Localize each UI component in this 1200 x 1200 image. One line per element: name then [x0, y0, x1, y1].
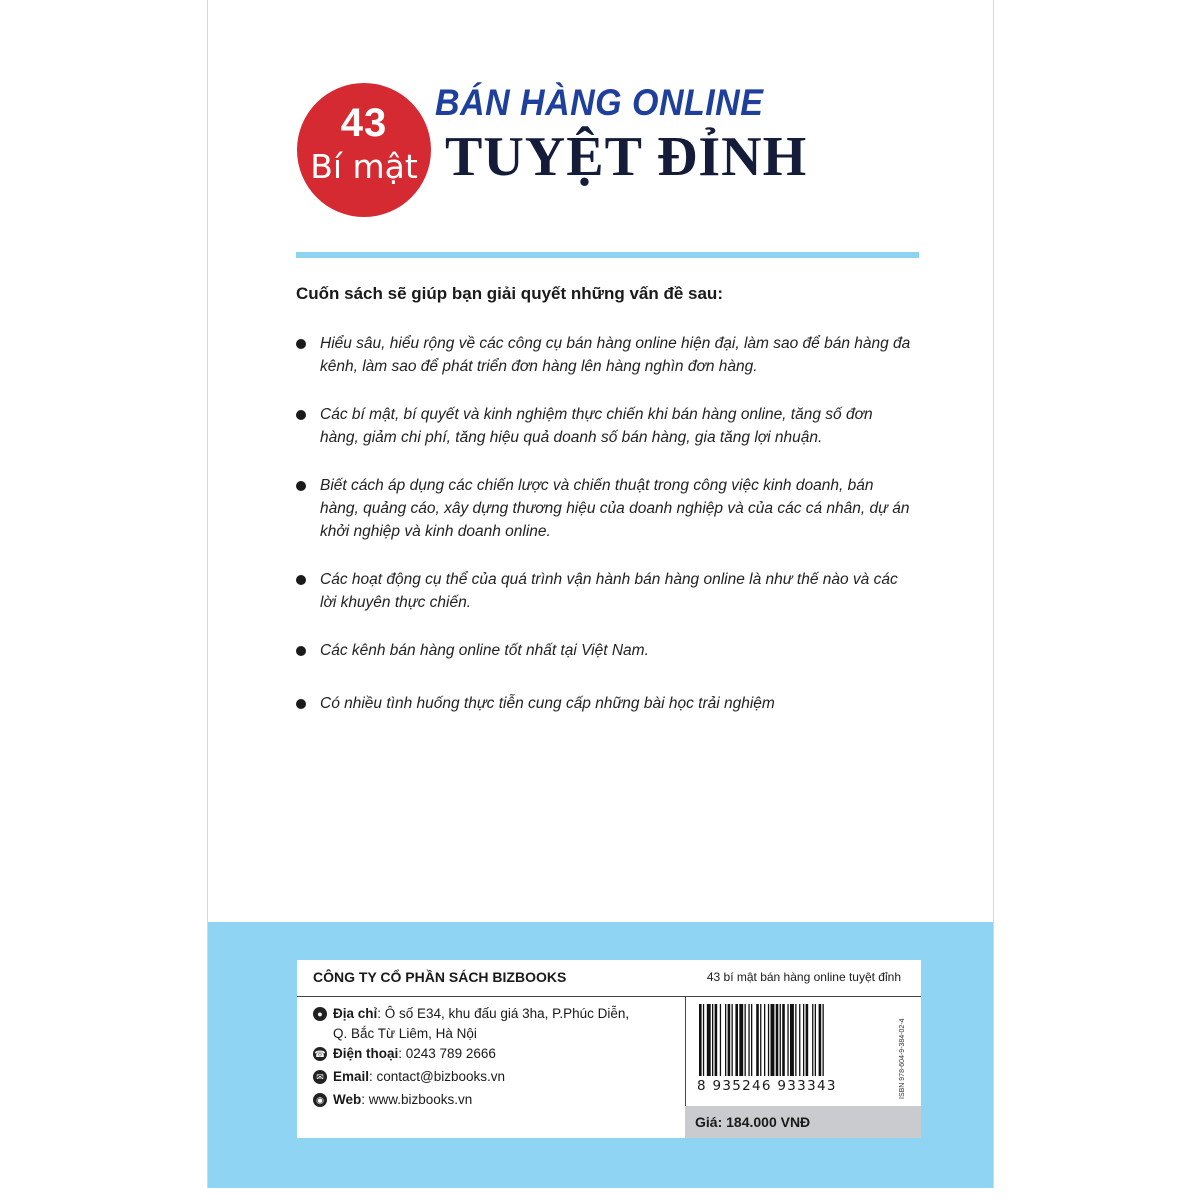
bullet-line: hàng, quảng cáo, xây dựng thương hiệu của doanh nghiệp và của các cá nhân, dự án: [320, 500, 910, 517]
address-line-1: : Ô số E34, khu đấu giá 3ha, P.Phúc Diễn,: [377, 1006, 630, 1021]
badge-number: 43: [340, 101, 388, 145]
bullet-line: Có nhiều tình huống thực tiễn cung cấp những bài học trải nghiệm: [320, 695, 775, 712]
bullet-line: Các bí mật, bí quyết và kinh nghiệm thực chiến khi bán hàng online, tăng số đơn: [320, 406, 873, 423]
bullet-line: khởi nghiệp và kinh doanh online.: [320, 523, 551, 540]
bullet-line: hàng, giảm chi phí, tăng hiệu quả doanh số bán hàng, gia tăng lợi nhuận.: [320, 429, 823, 446]
divider-rule: [296, 252, 919, 258]
red-badge: [297, 83, 431, 217]
bullet-line: Các hoạt động cụ thể của quá trình vận hành bán hàng online là như thế nào và các: [320, 571, 898, 588]
phone-label: Điện thoại: [333, 1046, 399, 1061]
bullet-line: kênh, làm sao để phát triển đơn hàng lên hàng nghìn đơn hàng.: [320, 358, 758, 375]
phone-icon: ☎: [314, 1049, 326, 1059]
location-pin-icon: ●: [313, 1007, 327, 1021]
title-line-1: BÁN HÀNG ONLINE: [435, 82, 764, 123]
bullet-line: Các kênh bán hàng online tốt nhất tại Việt Nam.: [320, 642, 649, 659]
bullet-dot-icon: [296, 481, 306, 491]
barcode-number: 8 935246 933343: [697, 1078, 893, 1094]
price-box: [685, 1106, 921, 1138]
title-line-2: TUYỆT ĐỈNH: [445, 126, 808, 188]
bullet-dot-icon: [296, 646, 306, 656]
email-label: Email: [333, 1069, 370, 1084]
book-back-cover: [207, 0, 994, 1188]
bullet-dot-icon: [296, 699, 306, 709]
badge-word: Bí mật: [310, 147, 418, 186]
address-line-2: Q. Bắc Từ Liêm, Hà Nội: [333, 1026, 477, 1041]
panel-header: [297, 960, 921, 997]
globe-icon: ◉: [313, 1093, 327, 1107]
publisher-panel: [297, 960, 921, 1138]
bullet-dot-icon: [296, 575, 306, 585]
bullet-line: Hiểu sâu, hiểu rộng về các công cụ bán hàng online hiện đại, làm sao để bán hàng đa: [320, 335, 911, 352]
bullet-line: lời khuyên thực chiến.: [320, 594, 472, 611]
company-name: CÔNG TY CỔ PHẦN SÁCH BIZBOOKS: [313, 969, 567, 985]
price-text: Giá: 184.000 VNĐ: [695, 1114, 811, 1130]
isbn-vertical-text: ISBN 978-604-9-384-02-4: [899, 1018, 906, 1099]
bullet-dot-icon: [296, 339, 306, 349]
email-icon: ✉: [313, 1070, 327, 1084]
address-label: Địa chỉ: [333, 1006, 378, 1021]
intro-text: Cuốn sách sẽ giúp bạn giải quyết những vấn đề sau:: [296, 284, 723, 303]
website: : www.bizbooks.vn: [361, 1092, 473, 1107]
book-title-small: 43 bí mật bán hàng online tuyệt đỉnh: [706, 970, 901, 984]
bullet-dot-icon: [296, 410, 306, 420]
email-address: : contact@bizbooks.vn: [369, 1069, 506, 1084]
bullet-line: Biết cách áp dụng các chiến lược và chiến thuật trong công việc kinh doanh, bán: [320, 477, 874, 494]
phone-number: : 0243 789 2666: [398, 1046, 496, 1061]
web-label: Web: [333, 1092, 362, 1107]
